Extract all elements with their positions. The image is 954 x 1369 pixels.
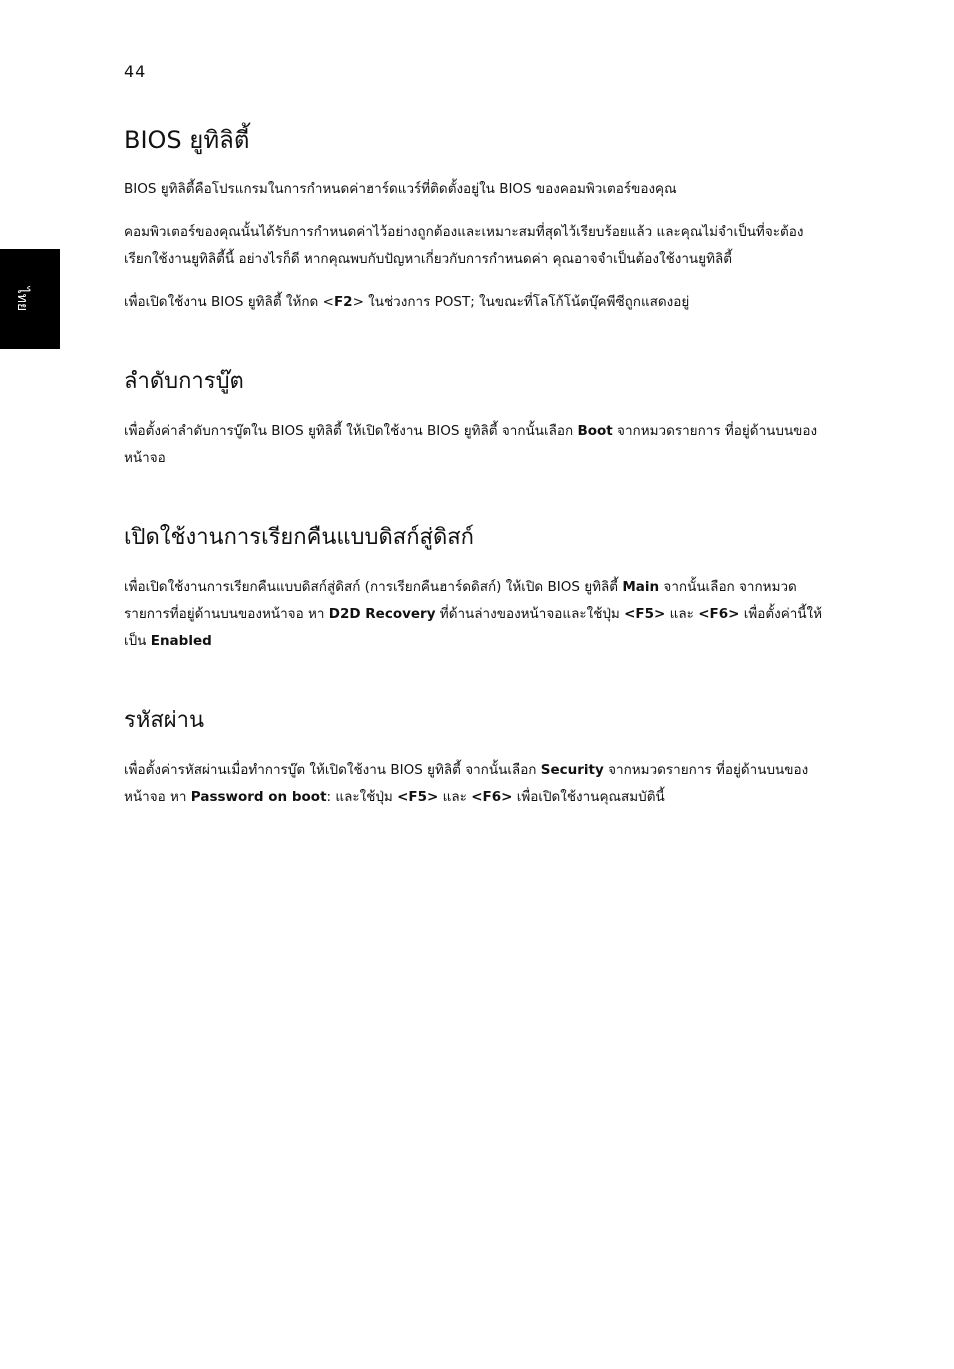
enabled-value: Enabled (150, 633, 212, 649)
page-title: BIOS ยูทิลิตี้ (124, 126, 250, 154)
boot-sequence-text-after: จากหมวดรายการ ที่อยู่ด้านบนของหน้าจอ (124, 423, 818, 466)
disk-recovery-text-1: เพื่อเปิดใช้งานการเรียกคืนแบบดิสก์สู่ดิสก์ (การเรียกคืนฮาร์ดดิสก์) ให้เปิด BIOS ยูทิลิตี้ (124, 579, 623, 595)
boot-sequence-text-before: เพื่อตั้งค่าลำดับการบู๊ตใน BIOS ยูทิลิตี้ ให้เปิดใช้งาน BIOS ยูทิลิตี้ จากนั้นเลือก (124, 423, 578, 439)
post-note-text-before: เพื่อเปิดใช้งาน BIOS ยูทิลิตี้ ให้กด < (124, 294, 334, 310)
disk-recovery-text-4: และ (665, 606, 699, 622)
main-menu-name: Main (622, 579, 660, 595)
disk-recovery-text-3: ที่ด้านล่างของหน้าจอและใช้ปุ่ม (435, 606, 625, 622)
page-content (124, 118, 824, 827)
disk-recovery-text-2: จากนั้นเลือก จากหมวดรายการที่อยู่ด้านบนของหน้าจอ หา (124, 579, 797, 622)
disk-recovery-heading: เปิดใช้งานการเรียกคืนแบบดิสก์สู่ดิสก์ (124, 525, 474, 550)
language-tab-label: ไทย (14, 286, 30, 312)
password-paragraph (124, 757, 824, 811)
password-text-5: เพื่อเปิดใช้งานคุณสมบัตินี้ (512, 789, 665, 805)
post-note-paragraph (124, 289, 824, 316)
disk-recovery-paragraph (124, 574, 824, 655)
f5-key: <F5> (624, 606, 666, 622)
f5-key: <F5> (397, 789, 439, 805)
post-note-text-after: > ในช่วงการ POST; ในขณะที่โลโก้โน้ตบุ๊คพีซีถูกแสดงอยู่ (352, 294, 690, 310)
security-menu-name: Security (540, 762, 604, 778)
disk-recovery-text-5: เพื่อตั้งค่านี้ให้เป็น (124, 606, 823, 649)
intro-paragraph-2: คอมพิวเตอร์ของคุณนั้นได้รับการกำหนดค่าไว้อย่างถูกต้องและเหมาะสมที่สุดไว้เรียบร้อยแล้ว และคุณไม่จำเป็นที่จะต้องเรียกใช้งานยูทิลิตี้นี้ อย่างไรก็ดี หากคุณพบกับปัญหาเกี่ยวกับการกำหนดค่า คุณอาจจำเป็นต้องใช้งานยูทิลิตี้ (124, 224, 804, 267)
boot-menu-name: Boot (577, 423, 613, 439)
f2-key: F2 (333, 294, 353, 310)
intro-paragraph-1: BIOS ยูทิลิตี้คือโปรแกรมในการกำหนดค่าฮาร์ดแวร์ที่ติดตั้งอยู่ใน BIOS ของคอมพิวเตอร์ของคุณ (124, 181, 677, 197)
password-heading: รหัสผ่าน (124, 708, 205, 733)
f6-key: <F6> (698, 606, 740, 622)
f6-key: <F6> (471, 789, 513, 805)
password-text-3: : และใช้ปุ่ม (326, 789, 398, 805)
d2d-recovery-option: D2D Recovery (328, 606, 436, 622)
password-on-boot-option: Password on boot (190, 789, 327, 805)
password-text-2: จากหมวดรายการ ที่อยู่ด้านบนของหน้าจอ หา (124, 762, 809, 805)
language-tab (0, 249, 60, 349)
password-text-1: เพื่อตั้งค่ารหัสผ่านเมื่อทำการบู๊ต ให้เปิดใช้งาน BIOS ยูทิลิตี้ จากนั้นเลือก (124, 762, 541, 778)
password-text-4: และ (438, 789, 472, 805)
page-number: 44 (124, 62, 147, 81)
boot-sequence-heading: ลำดับการบู๊ต (124, 369, 244, 394)
boot-sequence-paragraph (124, 418, 824, 472)
